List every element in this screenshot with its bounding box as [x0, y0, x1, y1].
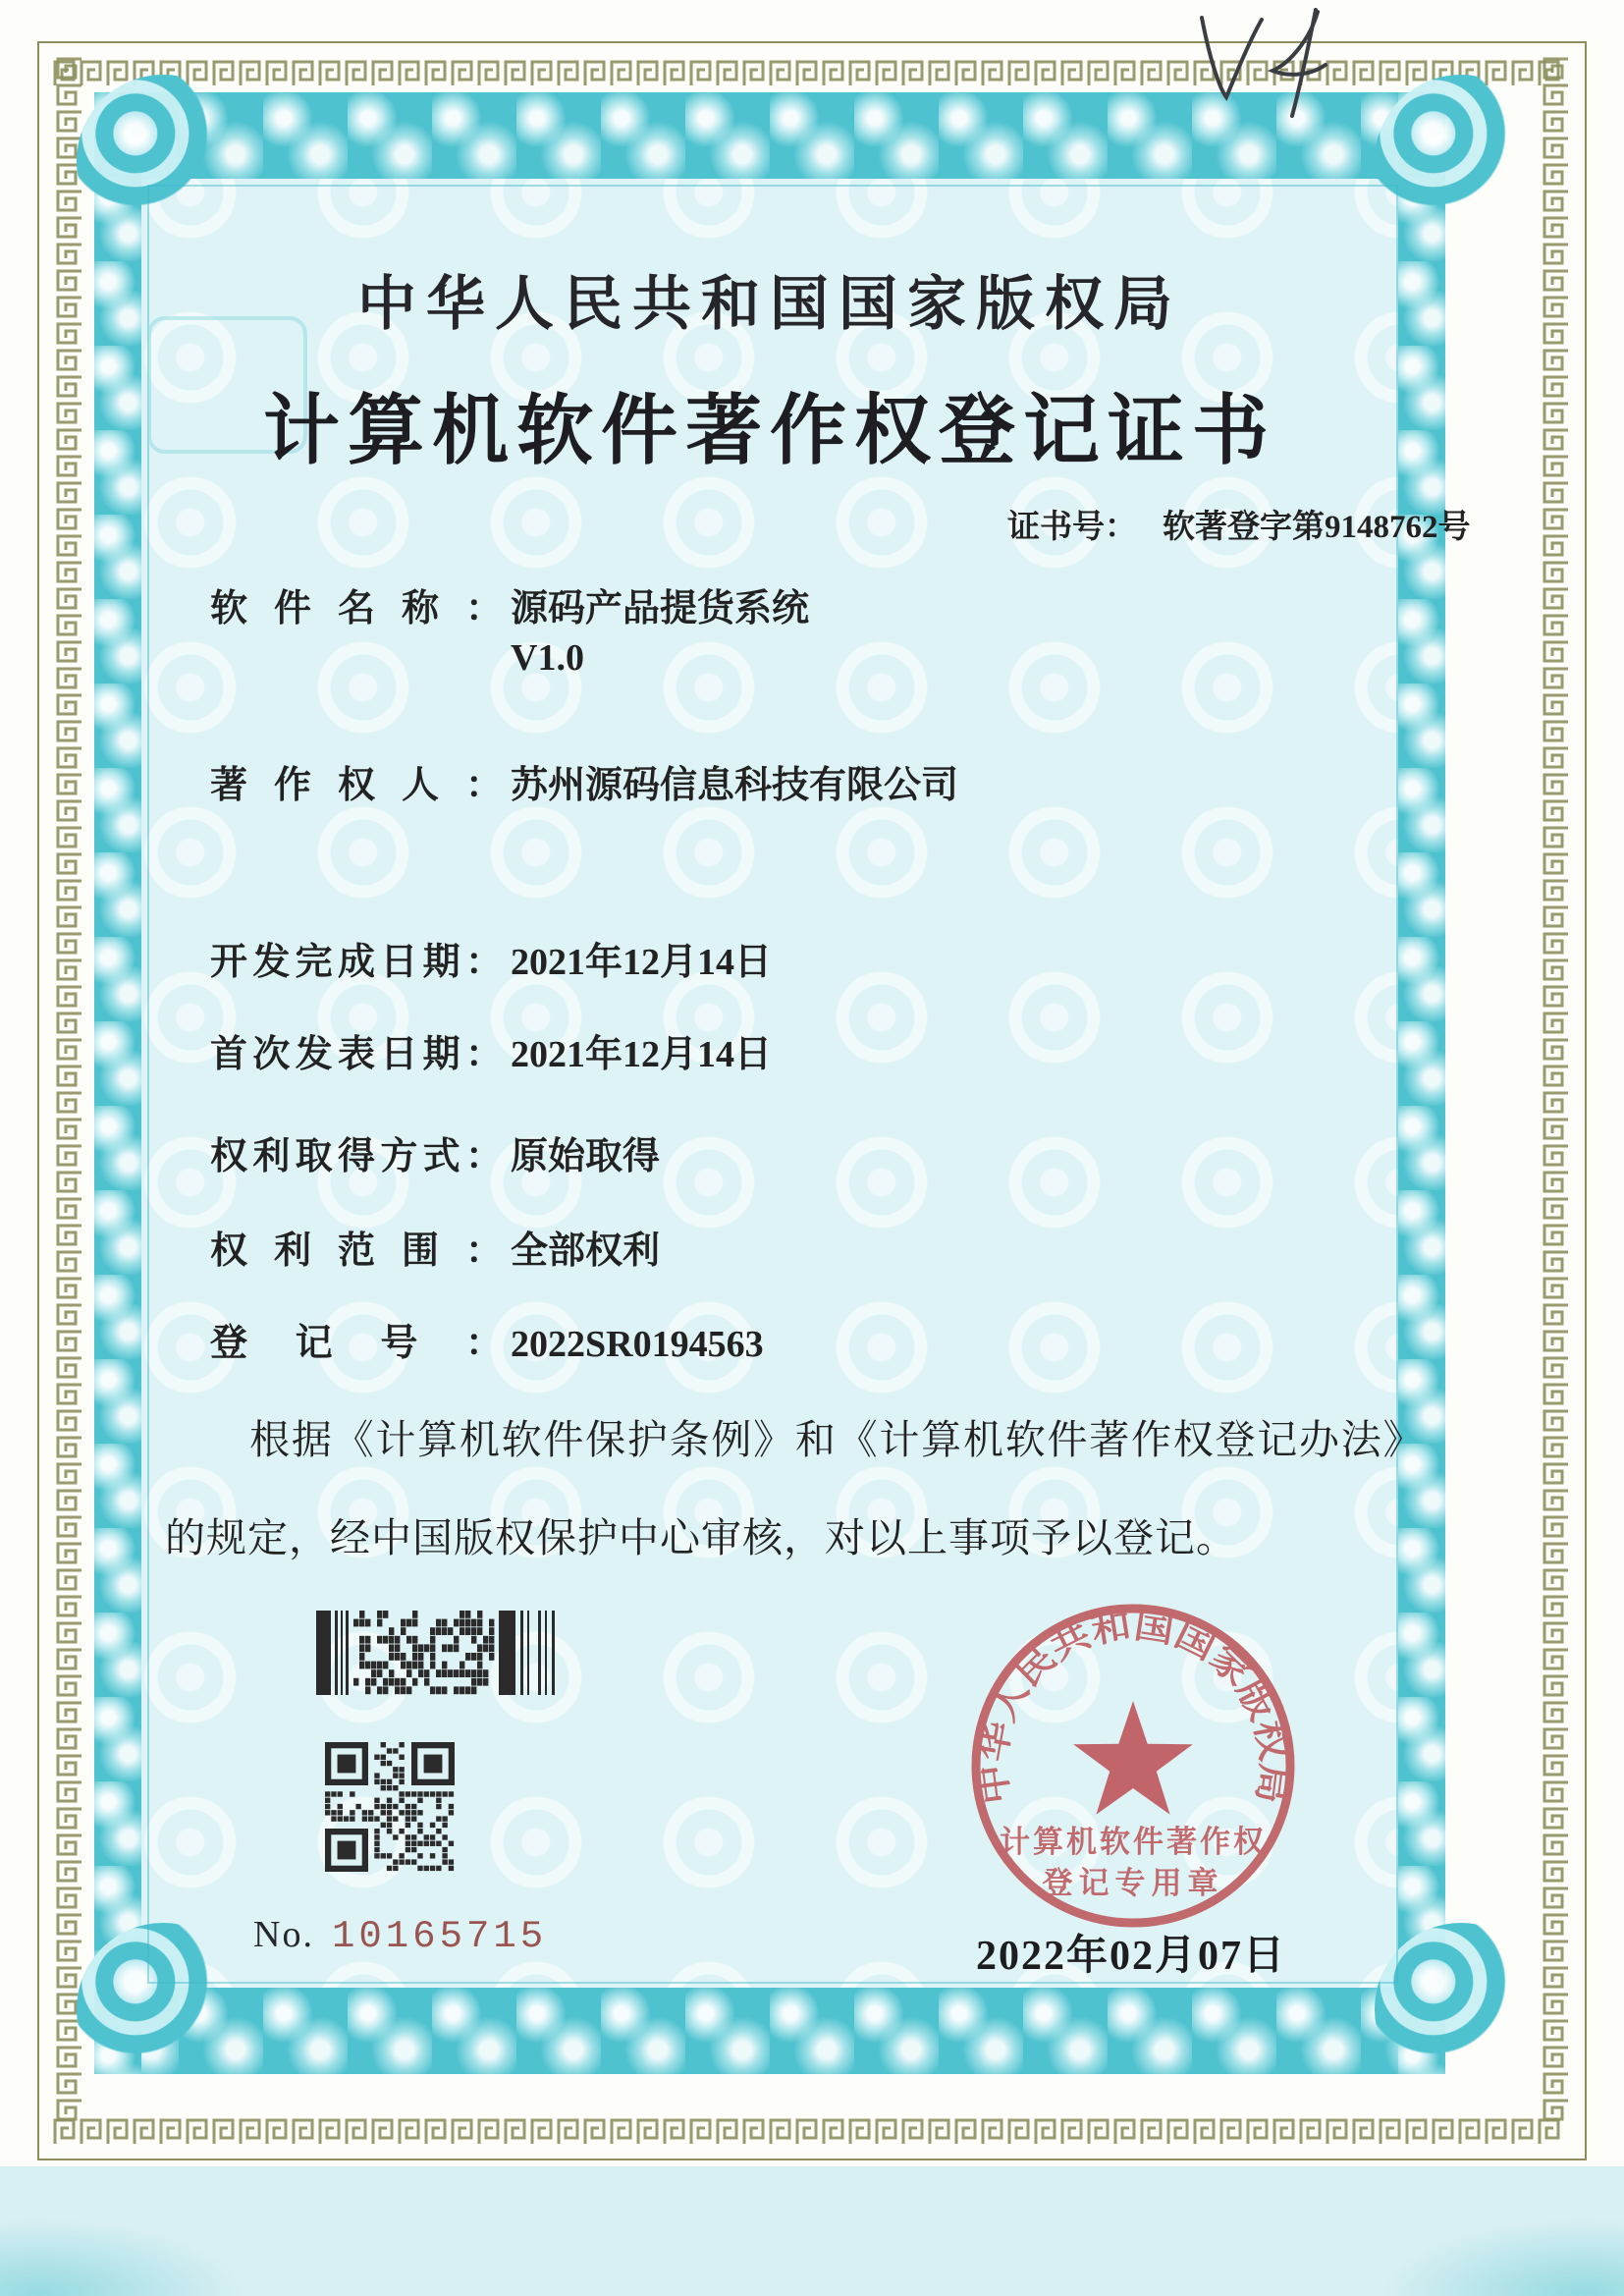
- meander-border-bottom: [51, 2113, 1573, 2154]
- qr-code: [325, 1742, 455, 1877]
- meander-border-right: [1538, 55, 1573, 2154]
- field-label: 开发完成日期：: [210, 942, 503, 983]
- certificate-number-line: [1007, 501, 1471, 547]
- field-registration-no: [210, 1312, 764, 1366]
- field-label: 软件名称：: [210, 588, 503, 629]
- field-label: 著作权人：: [210, 765, 503, 806]
- field-software-name: [210, 577, 809, 631]
- seal-line1: 计算机软件著作权: [1000, 1825, 1267, 1859]
- registration-statement: 根据《计算机软件保护条例》和《计算机软件著作权登记办法》的规定，经中国版权保护中心审核，对以上事项予以登记。: [165, 1417, 1404, 1560]
- field-value: 2021年12月14日: [511, 1034, 773, 1075]
- field-label: 权利范围：: [210, 1230, 503, 1272]
- serial-number: 10165715: [331, 1915, 548, 1958]
- certificate-number-label: 证书号：: [1007, 510, 1137, 545]
- serial-label: No.: [253, 1914, 314, 1955]
- seal-star-icon: [1073, 1701, 1193, 1815]
- seal-line2: 登记专用章: [1042, 1866, 1224, 1900]
- seal-ring-text: 中华人民共和国国家版权局: [972, 1605, 1294, 1807]
- field-right-scope: [210, 1220, 660, 1274]
- official-red-seal: [966, 1599, 1300, 1938]
- issue-date: 2022年02月07日: [975, 1934, 1286, 1979]
- field-first-publish-date: [210, 1023, 772, 1077]
- field-value: 苏州源码信息科技有限公司: [511, 765, 959, 806]
- field-right-acquisition: [210, 1125, 660, 1179]
- authority-title: 中华人民共和国国家版权局: [357, 272, 1182, 337]
- field-copyright-owner: [210, 754, 958, 808]
- serial-number-line: [253, 1913, 547, 1958]
- field-value: 2022SR0194563: [511, 1324, 764, 1365]
- field-value: 源码产品提货系统: [511, 588, 810, 629]
- barcode: [316, 1611, 558, 1700]
- meander-border-left: [51, 55, 86, 2154]
- field-label: 权利取得方式：: [210, 1136, 503, 1177]
- scroll-corner-top-right: [1375, 75, 1547, 247]
- field-value: 原始取得: [511, 1136, 661, 1177]
- scroll-corner-bottom-right: [1375, 1923, 1547, 2096]
- field-dev-complete-date: [210, 931, 772, 985]
- field-value: 全部权利: [511, 1230, 661, 1272]
- field-label: 首次发表日期：: [210, 1034, 503, 1075]
- page-bottom-margin: [0, 2166, 1624, 2296]
- handwritten-mark-v4: [1168, 2, 1375, 118]
- certificate-number-value: 软著登字第9148762号: [1163, 510, 1471, 545]
- field-value: 2021年12月14日: [511, 942, 773, 983]
- scroll-border-bottom: [94, 1988, 1445, 2074]
- certificate-title: 计算机软件著作权登记证书: [262, 388, 1276, 473]
- field-label: 登记号：: [210, 1323, 503, 1364]
- field-software-version: V1.0: [511, 637, 584, 679]
